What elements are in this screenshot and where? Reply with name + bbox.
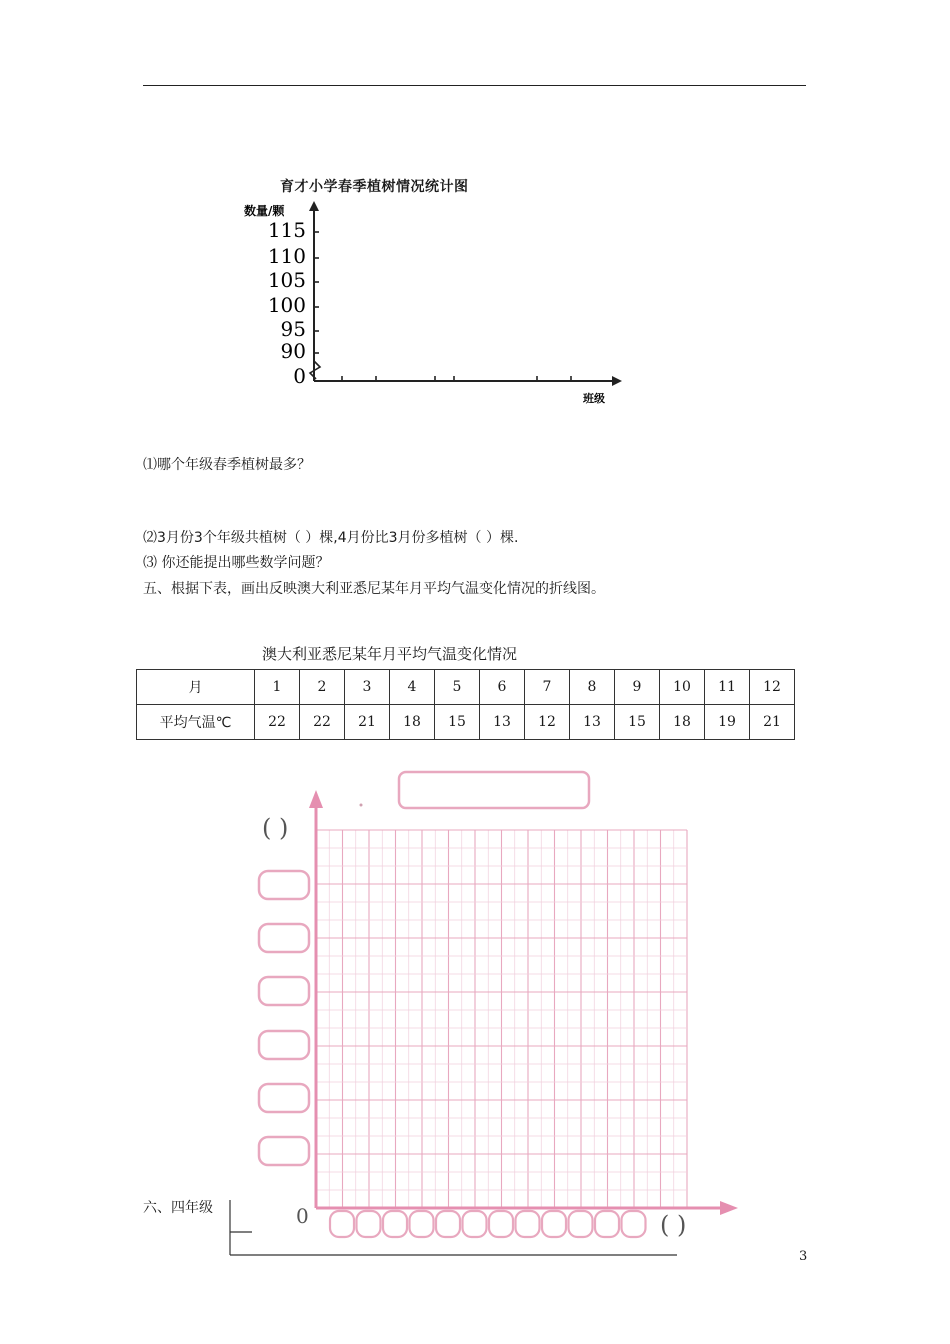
chart1-y-tick-label: 90 xyxy=(280,339,306,363)
chart1-y-tick-label: 100 xyxy=(267,293,306,317)
chart2-origin-label: 0 xyxy=(296,1204,309,1228)
question-2: ⑵3月份3个年级共植树（ ）棵,4月份比3月份多植树（ ）棵. xyxy=(143,530,519,546)
temp-cell: 19 xyxy=(705,705,750,740)
chart1-y-tick-label: 105 xyxy=(267,268,306,292)
month-cell: 2 xyxy=(300,670,345,705)
temp-cell: 18 xyxy=(390,705,435,740)
month-cell: 9 xyxy=(615,670,660,705)
chart1-y-tick-label: 0 xyxy=(293,364,306,388)
month-cell: 3 xyxy=(345,670,390,705)
chart2-line-grid xyxy=(250,768,755,1253)
month-cell: 8 xyxy=(570,670,615,705)
chart2-x-label-box xyxy=(410,1211,434,1237)
chart2-ylabel: ( ) xyxy=(262,814,289,842)
temp-cell: 22 xyxy=(300,705,345,740)
temp-cell: 15 xyxy=(435,705,480,740)
chart2-x-label-box xyxy=(489,1211,513,1237)
chart2-y-arrow xyxy=(309,790,323,808)
chart2-y-label-box xyxy=(259,924,309,952)
temp-cell: 18 xyxy=(660,705,705,740)
month-cell: 5 xyxy=(435,670,480,705)
month-cell: 1 xyxy=(255,670,300,705)
page-number: 3 xyxy=(799,1249,808,1264)
temperature-table xyxy=(136,669,795,740)
chart2-dot-mark xyxy=(360,804,363,807)
question-1: ⑴哪个年级春季植树最多？ xyxy=(143,457,311,473)
temp-cell: 15 xyxy=(615,705,660,740)
chart1-ylabel: 数量/颗 xyxy=(244,204,285,218)
table-row-temps xyxy=(137,705,795,740)
chart1 xyxy=(240,195,640,410)
month-cell: 6 xyxy=(480,670,525,705)
month-cell: 11 xyxy=(705,670,750,705)
chart2-x-arrow xyxy=(720,1201,738,1215)
chart2-x-label-box xyxy=(463,1211,487,1237)
chart1-y-arrow xyxy=(309,201,319,211)
header-rule xyxy=(143,85,806,86)
chart2-x-label-box xyxy=(383,1211,407,1237)
question-3: ⑶ 你还能提出哪些数学问题？ xyxy=(143,555,330,571)
chart2-x-label-box xyxy=(516,1211,540,1237)
table-row-header: 平均气温℃ xyxy=(137,705,255,740)
chart1-y-tick-label: 115 xyxy=(267,218,306,242)
chart1-title: 育才小学春季植树情况统计图 xyxy=(280,179,469,195)
temp-cell: 12 xyxy=(525,705,570,740)
month-cell: 12 xyxy=(750,670,795,705)
table-caption: 澳大利亚悉尼某年月平均气温变化情况 xyxy=(262,645,518,663)
chart1-xlabel: 班级 xyxy=(583,392,605,405)
chart1-x-arrow xyxy=(612,376,622,386)
table-row-header: 月 xyxy=(137,670,255,705)
month-cell: 4 xyxy=(390,670,435,705)
chart2-x-label-box xyxy=(569,1211,593,1237)
chart2-y-label-box xyxy=(259,871,309,899)
chart2-xlabel: ( ) xyxy=(660,1211,687,1239)
table-row-months xyxy=(137,670,795,705)
chart2-x-label-box xyxy=(330,1211,354,1237)
section-5-instruction: 五、根据下表，画出反映澳大利亚悉尼某年月平均气温变化情况的折线图。 xyxy=(143,581,605,597)
chart1-y-tick-label: 95 xyxy=(280,317,306,341)
chart2-x-label-box xyxy=(542,1211,566,1237)
temp-cell: 22 xyxy=(255,705,300,740)
chart2-y-label-box xyxy=(259,1137,309,1165)
month-cell: 10 xyxy=(660,670,705,705)
chart2-x-label-box xyxy=(595,1211,619,1237)
temp-cell: 21 xyxy=(345,705,390,740)
chart2-x-label-box xyxy=(357,1211,381,1237)
temp-cell: 21 xyxy=(750,705,795,740)
temp-cell: 13 xyxy=(480,705,525,740)
chart2-title-box xyxy=(399,772,589,808)
chart2-x-label-box xyxy=(622,1211,646,1237)
chart2-y-label-box xyxy=(259,1084,309,1112)
chart1-y-tick-label: 110 xyxy=(267,244,306,268)
chart2-x-label-box xyxy=(436,1211,460,1237)
chart2-y-label-box xyxy=(259,977,309,1005)
section-6-heading: 六、四年级 xyxy=(143,1200,213,1216)
month-cell: 7 xyxy=(525,670,570,705)
chart2-y-label-box xyxy=(259,1031,309,1059)
temp-cell: 13 xyxy=(570,705,615,740)
